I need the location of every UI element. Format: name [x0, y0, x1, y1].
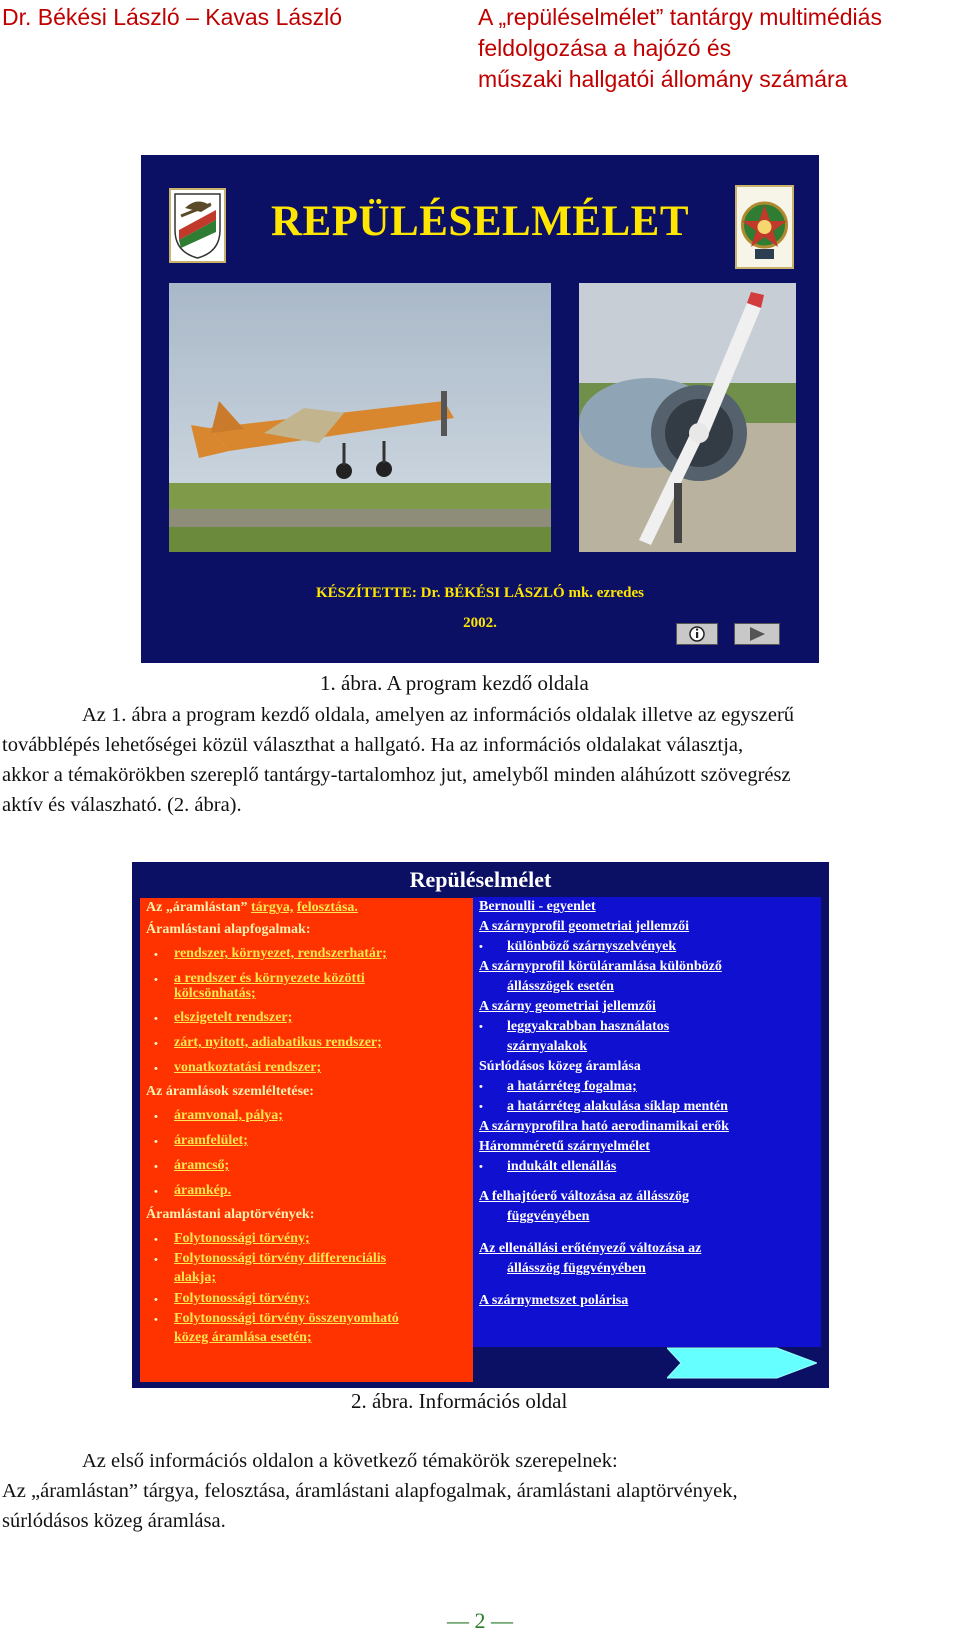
topic-link[interactable]: kölcsönhatás;	[174, 986, 256, 1001]
bullet-icon: •	[154, 1186, 158, 1198]
page-number: — 2 —	[447, 1608, 513, 1633]
topic-link[interactable]: A felhajtóerő változása az állásszög	[479, 1189, 689, 1204]
paragraph-1-line: akkor a témakörökben szereplő tantárgy-tartalomhoz jut, amelyből minden aláhúzott szövegrész	[2, 764, 791, 786]
topic-link[interactable]: áramvonal, pálya;	[174, 1108, 283, 1123]
forward-arrow-icon[interactable]	[667, 1344, 817, 1382]
bullet-icon: •	[154, 1136, 158, 1148]
section-heading: Áramlástani alapfogalmak:	[146, 922, 311, 937]
bullet-icon: •	[479, 1161, 483, 1173]
topic-link[interactable]: A szárny geometriai jellemzői	[479, 999, 656, 1014]
title-line-1: A „repüléselmélet” tantárgy multimédiás	[478, 4, 882, 30]
info-page-slide	[132, 862, 829, 1388]
topic-link[interactable]: Az ellenállási erőtényező változása az	[479, 1241, 702, 1256]
topic-link[interactable]: áramkép.	[174, 1183, 232, 1198]
paragraph-1-line: Az 1. ábra a program kezdő oldala, amelyen az információs oldalak illetve az egyszerű	[82, 704, 795, 726]
bullet-icon: •	[479, 1101, 483, 1113]
bullet-icon: •	[154, 1161, 158, 1173]
paragraph-1-line: továbblépés lehetőségei közül választhat a hallgató. Ha az információs oldalakat választja,	[2, 734, 744, 756]
topic-link[interactable]: szárnyalakok	[507, 1039, 588, 1054]
paragraph-2-line: súrlódásos közeg áramlása.	[2, 1510, 226, 1532]
topic-link[interactable]: leggyakrabban használatos	[507, 1019, 670, 1034]
section-heading: Az áramlások szemléltetése:	[146, 1084, 314, 1099]
topic-link[interactable]: vonatkoztatási rendszer;	[174, 1060, 322, 1075]
topic-link[interactable]: áramcső;	[174, 1158, 230, 1173]
bullet-icon: •	[154, 974, 158, 986]
topic-link[interactable]: állásszög függvényében	[507, 1261, 646, 1276]
figure-1-caption: 1. ábra. A program kezdő oldala	[320, 671, 589, 695]
next-button[interactable]	[734, 623, 780, 645]
credit-year: 2002.	[463, 615, 497, 631]
paragraph-2-line: Az „áramlástan” tárgya, felosztása, áramlástani alapfogalmak, áramlástani alaptörvények,	[2, 1480, 738, 1502]
figure-2-caption: 2. ábra. Információs oldal	[351, 1389, 568, 1413]
bullet-icon: •	[154, 1254, 158, 1266]
division-link[interactable]: felosztása.	[296, 900, 358, 915]
paragraph-1	[2, 700, 958, 820]
credit-line: KÉSZÍTETTE: Dr. BÉKÉSI LÁSZLÓ mk. ezredes	[316, 585, 644, 601]
topic-link[interactable]: Bernoulli - egyenlet	[479, 899, 596, 914]
topic-link[interactable]: rendszer, környezet, rendszerhatár;	[174, 946, 387, 961]
topic-link[interactable]: a rendszer és környezete közötti	[174, 971, 365, 986]
start-screen-slide	[141, 155, 819, 663]
topic-link[interactable]: Folytonossági törvény összenyomható	[174, 1311, 399, 1326]
topic-link[interactable]: A szárnyprofil körüláramlása különböző	[479, 959, 722, 974]
yak-airplane-takeoff-photo	[169, 283, 551, 552]
info-button[interactable]	[676, 623, 718, 645]
bullet-icon: •	[154, 1111, 158, 1123]
section-heading: Súrlódásos közeg áramlása	[479, 1059, 641, 1074]
topic-link[interactable]: Folytonossági törvény;	[174, 1231, 310, 1246]
topic-link[interactable]: alakja;	[174, 1270, 216, 1285]
bullet-icon: •	[154, 1294, 158, 1306]
topic-link[interactable]: függvényében	[507, 1209, 590, 1224]
topic-link[interactable]: különböző szárnyszelvények	[507, 939, 677, 954]
topic-link[interactable]: állásszögek esetén	[507, 979, 614, 994]
topic-link[interactable]: A szárnymetszet polárisa	[479, 1293, 629, 1308]
topic-line	[146, 900, 358, 915]
paragraph-2	[2, 1446, 958, 1536]
topic-link[interactable]: indukált ellenállás	[507, 1159, 617, 1174]
bullet-icon: •	[154, 1234, 158, 1246]
topic-link[interactable]: A szárnyprofil geometriai jellemzői	[479, 919, 690, 934]
university-crest-icon	[735, 185, 794, 269]
paragraph-1-line: aktív és válaszható. (2. ábra).	[2, 794, 242, 816]
topic-link[interactable]: a határréteg alakulása síklap mentén	[507, 1099, 728, 1114]
topic-link[interactable]: zárt, nyitott, adiabatikus rendszer;	[174, 1035, 382, 1050]
authors-header: Dr. Békési László – Kavas László	[2, 4, 343, 30]
info-icon	[677, 624, 717, 644]
topic-link[interactable]: Folytonossági törvény differenciális	[174, 1251, 387, 1266]
bullet-icon: •	[479, 941, 483, 953]
subject-link[interactable]: tárgya,	[251, 900, 294, 915]
topic-link[interactable]: Folytonossági törvény;	[174, 1291, 310, 1306]
slide-title: Repüléselmélet	[409, 867, 552, 892]
slide-title: REPÜLÉSELMÉLET	[271, 198, 689, 245]
left-topic-panel	[140, 898, 473, 1382]
play-arrow-icon	[735, 624, 779, 644]
bullet-icon: •	[479, 1021, 483, 1033]
section-heading: Áramlástani alaptörvények:	[146, 1207, 315, 1222]
topic-prefix: Az „áramlástan”	[146, 900, 248, 915]
bullet-icon: •	[154, 1314, 158, 1326]
paragraph-2-line: Az első információs oldalon a következő témakörök szerepelnek:	[82, 1450, 618, 1472]
topic-link[interactable]: a határréteg fogalma;	[507, 1079, 637, 1094]
bullet-icon: •	[154, 1013, 158, 1025]
propeller-closeup-photo	[579, 283, 796, 552]
bullet-icon: •	[479, 1081, 483, 1093]
topic-link[interactable]: áramfelület;	[174, 1133, 248, 1148]
topic-link[interactable]: közeg áramlása esetén;	[174, 1330, 312, 1345]
topic-link[interactable]: A szárnyprofilra ható aerodinamikai erők	[479, 1119, 729, 1134]
right-topic-panel	[473, 897, 821, 1347]
topic-link[interactable]: elszigetelt rendszer;	[174, 1010, 293, 1025]
topic-link[interactable]: Háromméretű szárnyelmélet	[479, 1139, 650, 1154]
bullet-icon: •	[154, 949, 158, 961]
title-line-3: műszaki hallgatói állomány számára	[478, 66, 848, 92]
document-title-header	[478, 2, 882, 95]
bullet-icon: •	[154, 1038, 158, 1050]
title-line-2: feldolgozása a hajózó és	[478, 35, 732, 61]
bullet-icon: •	[154, 1063, 158, 1075]
